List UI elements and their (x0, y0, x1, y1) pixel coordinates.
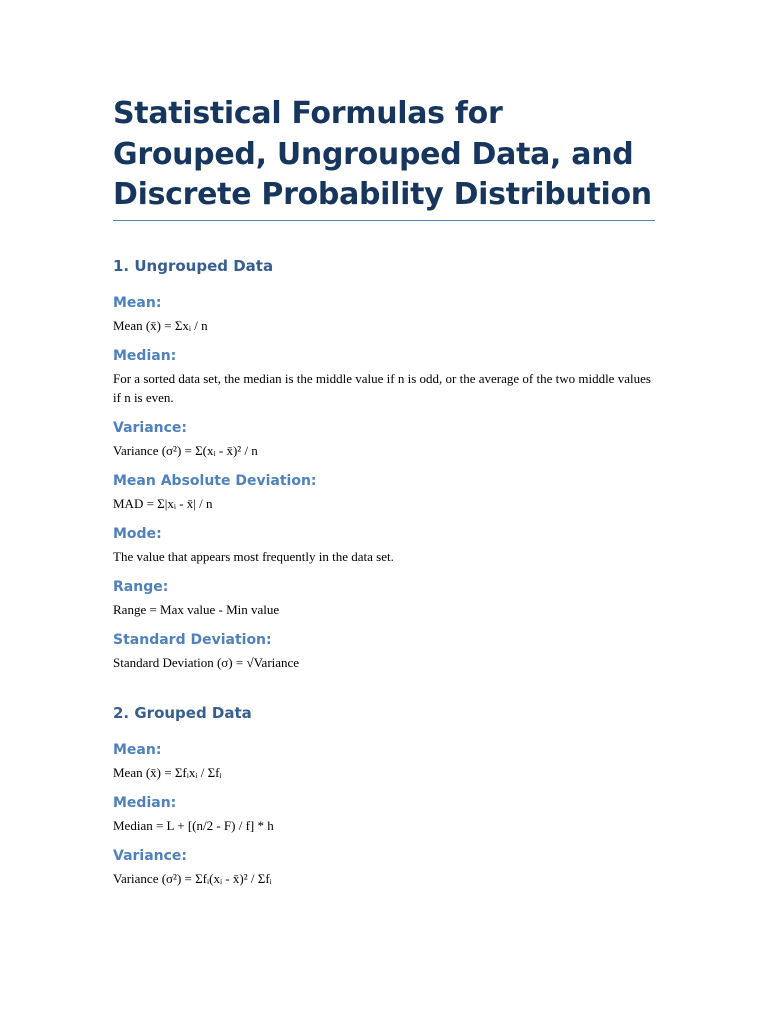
item-text: MAD = Σ|xᵢ - x̄| / n (113, 495, 213, 511)
item-text: For a sorted data set, the median is the middle value if n is odd, or the average of the two middle values if n is even. (113, 370, 651, 405)
item-label: Median: (113, 794, 177, 811)
item-label: Mean: (113, 741, 162, 758)
item-text: Variance (σ²) = Σfᵢ(xᵢ - x̄)² / Σfᵢ (113, 870, 272, 886)
item-text: Mean (x̄) = Σxᵢ / n (113, 317, 208, 333)
item-text: Variance (σ²) = Σ(xᵢ - x̄)² / n (113, 442, 258, 458)
item-text: Median = L + [(n/2 - F) / f] * h (113, 817, 274, 833)
item-label: Mode: (113, 525, 162, 542)
item-label: Range: (113, 578, 169, 595)
item-text: The value that appears most frequently in the data set. (113, 548, 394, 564)
item-text: Standard Deviation (σ) = √Variance (113, 654, 300, 670)
title-underline (113, 220, 655, 221)
item-label: Variance: (113, 847, 188, 864)
item-text: Range = Max value - Min value (113, 601, 280, 617)
document-title: Statistical Formulas for Grouped, Ungrouped Data, and Discrete Probability Distribution (113, 96, 652, 212)
item-label: Mean Absolute Deviation: (113, 472, 317, 489)
item-label: Variance: (113, 419, 188, 436)
section-heading: 1. Ungrouped Data (113, 256, 274, 275)
section-grouped-data (113, 702, 655, 888)
item-text: Mean (x̄) = Σfᵢxᵢ / Σfᵢ (113, 764, 222, 780)
item-label: Mean: (113, 294, 162, 311)
item-label: Median: (113, 347, 177, 364)
section-heading: 2. Grouped Data (113, 703, 252, 722)
item-label: Standard Deviation: (113, 631, 272, 648)
section-ungrouped-data (113, 255, 655, 672)
document-content (113, 94, 655, 888)
